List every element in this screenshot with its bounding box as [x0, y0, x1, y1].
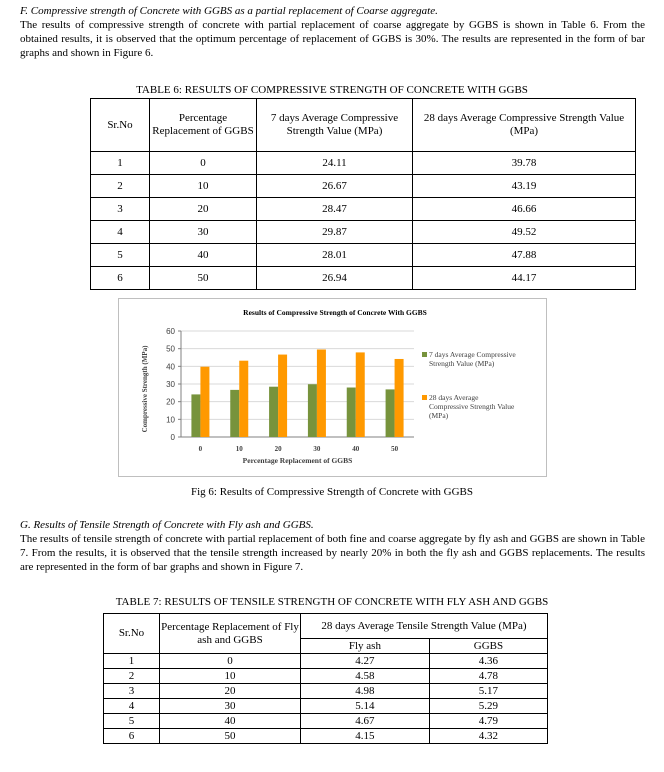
table-row — [104, 714, 548, 729]
table-cell: 10 — [150, 175, 257, 198]
table-cell: 5.17 — [429, 684, 547, 699]
table7-header-srno: Sr.No — [104, 614, 160, 654]
table7-header-flyash: Fly ash — [301, 639, 430, 654]
legend-swatch — [422, 395, 427, 400]
table-cell: 5.29 — [429, 699, 547, 714]
table-cell: 46.66 — [413, 198, 636, 221]
table-cell: 4 — [104, 699, 160, 714]
table-cell: 4.58 — [301, 669, 430, 684]
table6-header-row — [91, 99, 636, 152]
table6-header-cell: Sr.No — [91, 99, 150, 152]
table-cell: 2 — [104, 669, 160, 684]
table-cell: 30 — [160, 699, 301, 714]
table7-header-row — [104, 614, 548, 639]
table-row — [104, 654, 548, 669]
table-cell: 28.01 — [257, 244, 413, 267]
table-cell: 5.14 — [301, 699, 430, 714]
table-cell: 40 — [160, 714, 301, 729]
table-cell: 28.47 — [257, 198, 413, 221]
section-f-heading: F. Compressive strength of Concrete with GGBS as a partial replacement of Coarse aggregate. — [20, 5, 438, 17]
bar-28day — [395, 359, 404, 437]
table6-header-cell: 28 days Average Compressive Strength Value (MPa) — [413, 99, 636, 152]
table-row — [91, 175, 636, 198]
bar-7day — [386, 389, 395, 437]
table-row — [91, 221, 636, 244]
table-row — [91, 198, 636, 221]
table-cell: 6 — [91, 267, 150, 290]
table-cell: 47.88 — [413, 244, 636, 267]
bar-28day — [356, 352, 365, 437]
x-tick-label: 50 — [391, 445, 399, 453]
table-cell: 4.32 — [429, 729, 547, 744]
table7-header-ggbs: GGBS — [429, 639, 547, 654]
table-cell: 5 — [104, 714, 160, 729]
legend-swatch — [422, 352, 427, 357]
table-cell: 39.78 — [413, 152, 636, 175]
legend-entry: 28 days Average Compressive Strength Value (MPa) — [429, 393, 515, 420]
y-tick-label: 10 — [166, 415, 175, 425]
y-tick-label: 40 — [166, 362, 175, 372]
table-row — [104, 699, 548, 714]
figure6-chart — [118, 298, 547, 477]
table-cell: 0 — [160, 654, 301, 669]
x-axis-label: Percentage Replacement of GGBS — [242, 456, 353, 465]
table-row — [91, 152, 636, 175]
table-cell: 50 — [150, 267, 257, 290]
table-cell: 50 — [160, 729, 301, 744]
y-tick-label: 50 — [166, 344, 175, 354]
table-cell: 30 — [150, 221, 257, 244]
table-cell: 1 — [91, 152, 150, 175]
table-cell: 4.36 — [429, 654, 547, 669]
table-cell: 0 — [150, 152, 257, 175]
section-f-paragraph: The results of compressive strength of concrete with partial replacement of coarse aggregate by GGBS is shown in Table 6. From the obtained results, it is observed that the optimum percentage of replacement of GGBS is 30%. The results are represented in the form of bar graphs and shown in Figure 6. — [20, 19, 645, 59]
section-g-paragraph: The results of tensile strength of concrete with partial replacement of both fine and coarse aggregate by fly ash and GGBS are shown in Table 7. From the results, it is observed that the tensile strength increased by nearly 20% in both the fly ash and GGBS replacements. The results are represented in the form of bar graphs and shown in Figure 7. — [20, 533, 645, 573]
table6-header-cell: 7 days Average Compressive Strength Value (MPa) — [257, 99, 413, 152]
table-cell: 26.94 — [257, 267, 413, 290]
table-cell: 49.52 — [413, 221, 636, 244]
table-row — [104, 669, 548, 684]
bar-28day — [239, 361, 248, 437]
table7 — [103, 613, 548, 744]
bar-chart — [119, 299, 546, 476]
table-cell: 43.19 — [413, 175, 636, 198]
bar-7day — [230, 390, 239, 437]
y-tick-label: 20 — [166, 397, 175, 407]
table-cell: 24.11 — [257, 152, 413, 175]
table-cell: 29.87 — [257, 221, 413, 244]
chart-title: Results of Compressive Strength of Concrete With GGBS — [243, 308, 427, 317]
bar-7day — [191, 394, 200, 437]
table-cell: 3 — [91, 198, 150, 221]
x-tick-label: 40 — [352, 445, 360, 453]
table-cell: 44.17 — [413, 267, 636, 290]
table-cell: 40 — [150, 244, 257, 267]
x-tick-label: 0 — [198, 445, 203, 453]
bar-7day — [308, 384, 317, 437]
legend-entry: 7 days Average Compressive Strength Value (MPa) — [429, 350, 516, 368]
table-row — [104, 684, 548, 699]
table-cell: 4.67 — [301, 714, 430, 729]
table-cell: 4.78 — [429, 669, 547, 684]
figure6-caption: Fig 6: Results of Compressive Strength of Concrete with GGBS — [190, 486, 473, 498]
bar-28day — [317, 350, 326, 437]
table-cell: 4.98 — [301, 684, 430, 699]
table6-header-cell: Percentage Replacement of GGBS — [150, 99, 257, 152]
x-tick-label: 30 — [313, 445, 321, 453]
table-cell: 3 — [104, 684, 160, 699]
table-cell: 4 — [91, 221, 150, 244]
table7-header-pct: Percentage Replacement of Fly ash and GGBS — [160, 614, 301, 654]
table-cell: 4.27 — [301, 654, 430, 669]
table-cell: 20 — [160, 684, 301, 699]
table-cell: 10 — [160, 669, 301, 684]
table-cell: 2 — [91, 175, 150, 198]
bar-7day — [347, 388, 356, 437]
table-cell: 5 — [91, 244, 150, 267]
table7-caption: TABLE 7: RESULTS OF TENSILE STRENGTH OF CONCRETE WITH FLY ASH AND GGBS — [115, 596, 549, 608]
section-g-heading: G. Results of Tensile Strength of Concrete with Fly ash and GGBS. — [20, 519, 314, 531]
table-cell: 4.15 — [301, 729, 430, 744]
table-cell: 26.67 — [257, 175, 413, 198]
table-cell: 20 — [150, 198, 257, 221]
table-row — [91, 267, 636, 290]
bar-28day — [200, 367, 209, 437]
table-row — [91, 244, 636, 267]
y-axis-label: Compressive Strength (MPa) — [141, 345, 149, 433]
x-tick-label: 10 — [235, 445, 243, 453]
bar-7day — [269, 387, 278, 437]
table6-caption: TABLE 6: RESULTS OF COMPRESSIVE STRENGTH OF CONCRETE WITH GGBS — [136, 84, 528, 96]
table-row — [104, 729, 548, 744]
bar-28day — [278, 355, 287, 437]
y-tick-label: 30 — [166, 380, 175, 389]
y-tick-label: 60 — [166, 327, 175, 336]
x-tick-label: 20 — [274, 445, 282, 453]
table-cell: 4.79 — [429, 714, 547, 729]
table-cell: 6 — [104, 729, 160, 744]
table7-header-group: 28 days Average Tensile Strength Value (MPa) — [301, 614, 548, 639]
table6 — [90, 98, 636, 290]
y-tick-label: 0 — [170, 433, 175, 442]
table-cell: 1 — [104, 654, 160, 669]
